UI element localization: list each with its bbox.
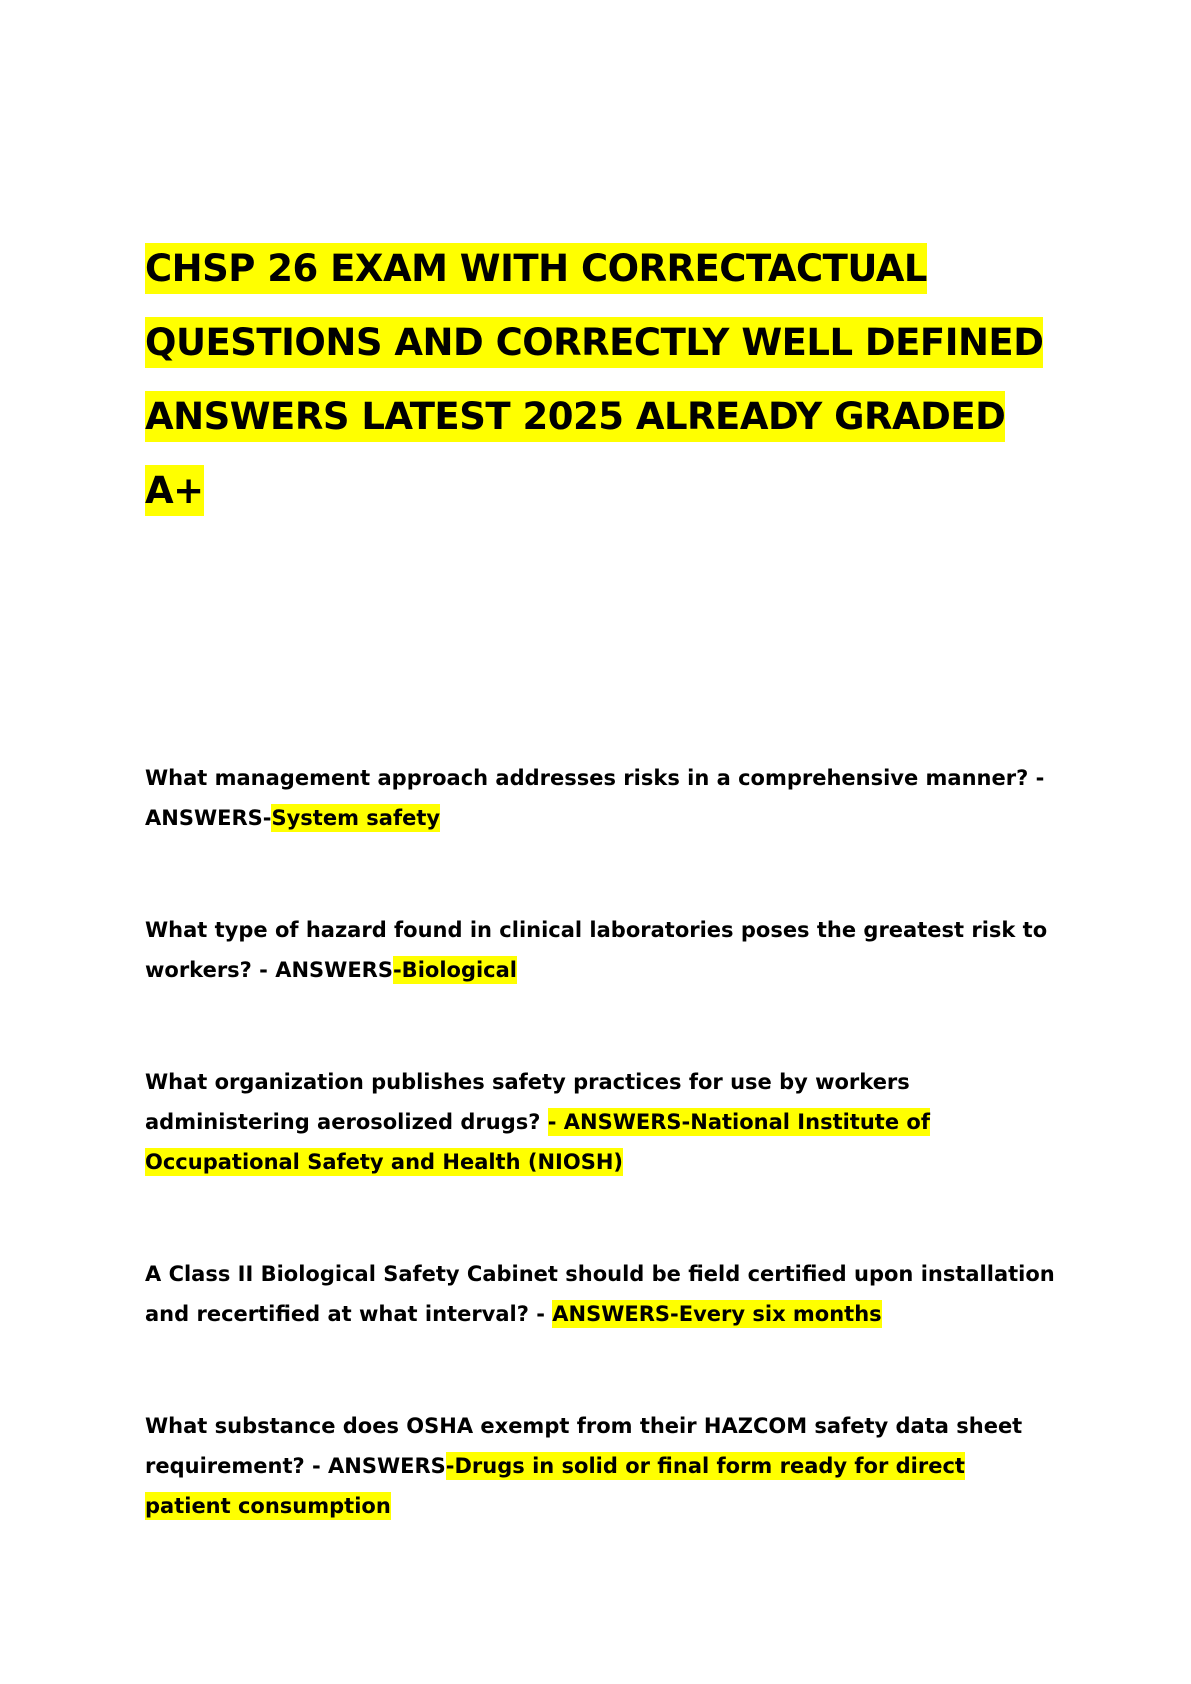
answer-text: System safety [271,806,441,830]
question-item-2 [145,910,1055,990]
answer-text: -Biological [392,958,517,982]
question-item-5 [145,1406,1055,1526]
question-list [145,758,1055,1526]
question-item-1 [145,758,1055,838]
answer-text: -Drugs in solid or final form ready for direct patient consumption [145,1454,965,1518]
question-item-3 [145,1062,1055,1182]
answer-text: - ANSWERS-National Institute of Occupational Safety and Health (NIOSH) [145,1110,930,1174]
document-page [145,232,1055,528]
document-title [145,232,1045,528]
question-text: What management approach addresses risks in a comprehensive manner? - ANSWERS- [145,766,1045,830]
question-text: A Class II Biological Safety Cabinet should be field certified upon installation and recertified at what interval? - [145,1262,1055,1326]
question-item-4 [145,1254,1055,1334]
question-text: What substance does OSHA exempt from their HAZCOM safety data sheet requirement? - ANSWERS [145,1414,1023,1478]
question-text: What organization publishes safety practices for use by workers administering aerosolized drugs? [145,1070,910,1134]
title-highlight: CHSP 26 EXAM WITH CORRECTACTUAL QUESTIONS AND CORRECTLY WELL DEFINED ANSWERS LATEST 2025 ALREADY GRADED A+ [145,243,1043,516]
question-text: What type of hazard found in clinical laboratories poses the greatest risk to workers? - ANSWERS [145,918,1048,982]
answer-text: ANSWERS-Every six months [552,1302,882,1326]
